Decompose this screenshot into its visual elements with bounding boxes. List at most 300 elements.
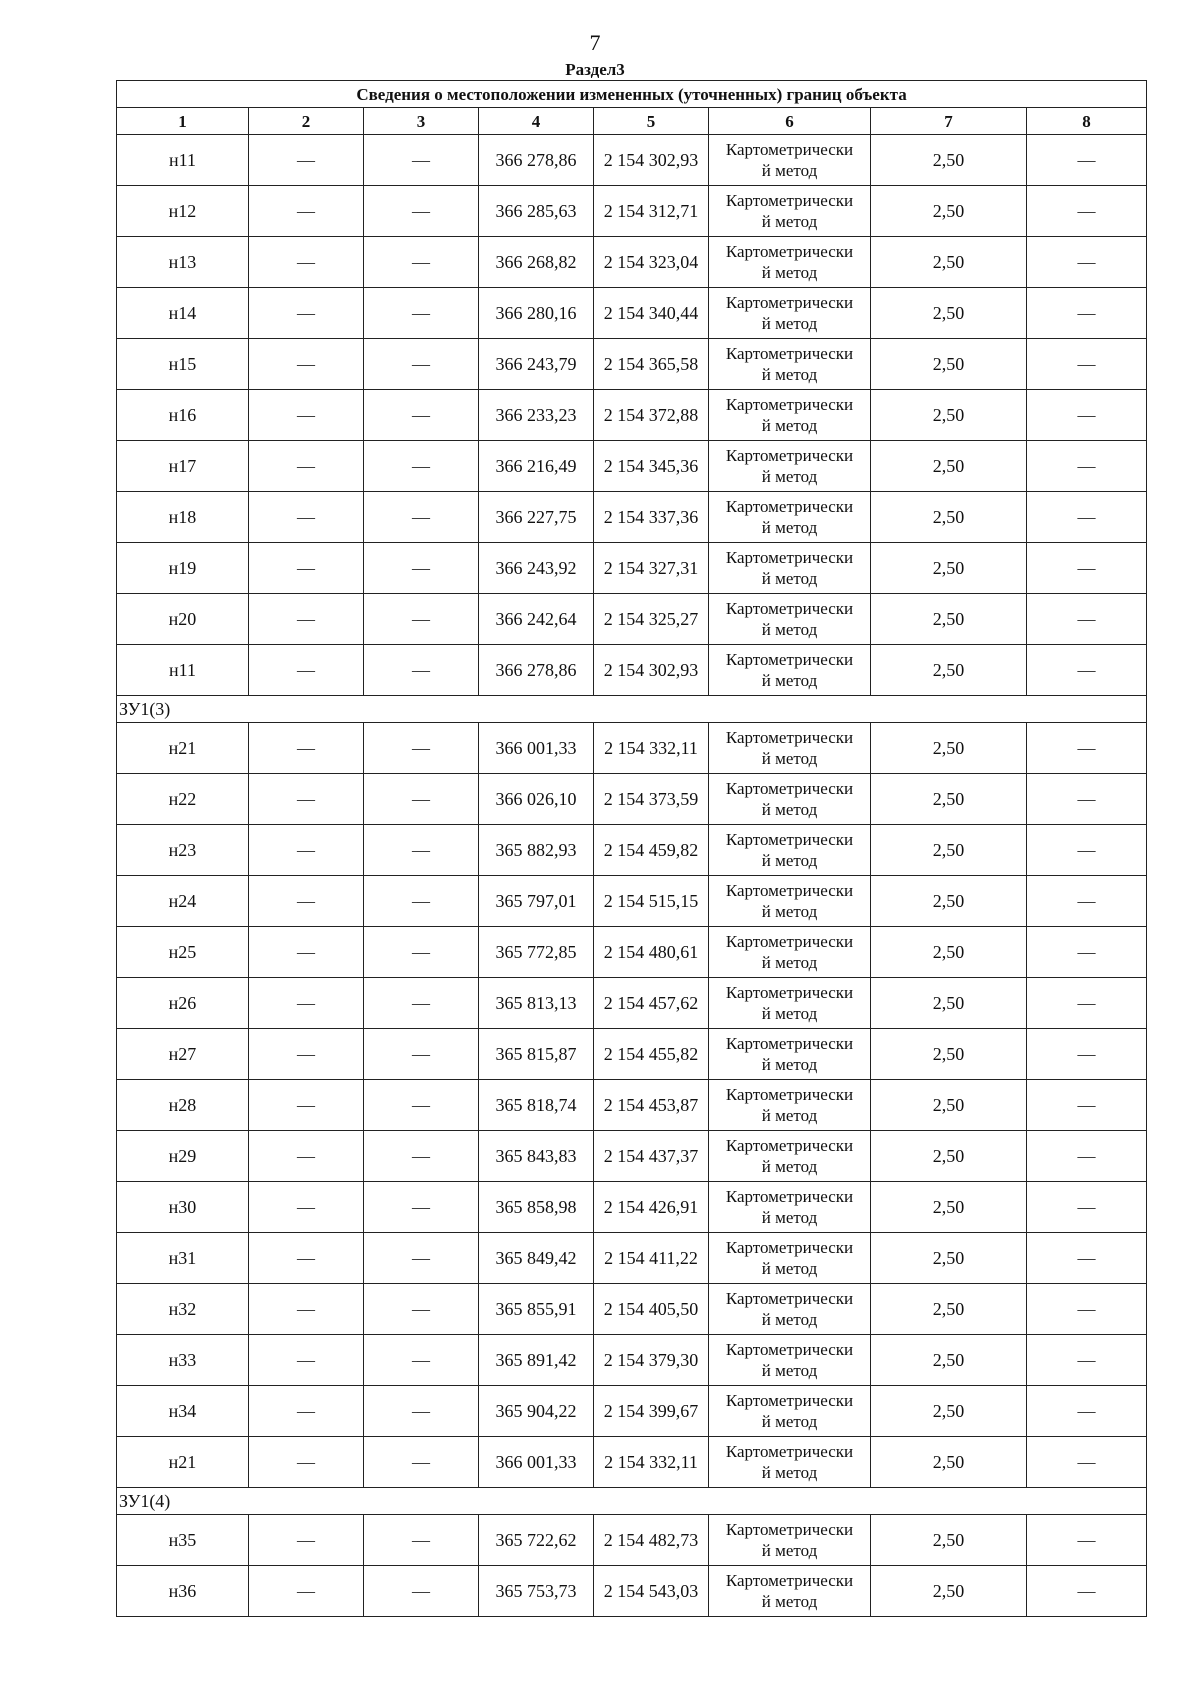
dash-cell: — — [249, 390, 364, 441]
column-number: 5 — [594, 108, 709, 135]
y-coordinate: 2 154 482,73 — [594, 1515, 709, 1566]
precision-value: 2,50 — [871, 543, 1027, 594]
dash-cell: — — [249, 288, 364, 339]
method-line-2: й метод — [761, 620, 818, 639]
method-cell — [709, 237, 871, 288]
method-line-1: Картометрически — [725, 1289, 854, 1308]
x-coordinate: 366 278,86 — [479, 645, 594, 696]
method-line-1: Картометрически — [725, 728, 854, 747]
dash-cell: — — [249, 135, 364, 186]
point-label: н25 — [117, 927, 249, 978]
dash-cell: — — [364, 645, 479, 696]
precision-value: 2,50 — [871, 723, 1027, 774]
group-label: ЗУ1(3) — [117, 696, 1147, 723]
x-coordinate: 365 843,83 — [479, 1131, 594, 1182]
method-line-2: й метод — [761, 416, 818, 435]
x-coordinate: 366 242,64 — [479, 594, 594, 645]
dash-cell: — — [249, 1386, 364, 1437]
point-label: н20 — [117, 594, 249, 645]
dash-cell: — — [249, 1335, 364, 1386]
y-coordinate: 2 154 453,87 — [594, 1080, 709, 1131]
dash-cell: — — [364, 492, 479, 543]
method-line-1: Картометрически — [725, 1034, 854, 1053]
table-row — [117, 1080, 1147, 1131]
dash-cell: — — [249, 774, 364, 825]
y-coordinate: 2 154 302,93 — [594, 645, 709, 696]
dash-cell: — — [364, 1182, 479, 1233]
x-coordinate: 366 227,75 — [479, 492, 594, 543]
table-row — [117, 390, 1147, 441]
method-cell — [709, 825, 871, 876]
method-line-2: й метод — [761, 1259, 818, 1278]
precision-value: 2,50 — [871, 441, 1027, 492]
x-coordinate: 365 849,42 — [479, 1233, 594, 1284]
column-number: 1 — [117, 108, 249, 135]
table-body — [117, 81, 1147, 1617]
method-line-1: Картометрически — [725, 1442, 854, 1461]
dash-cell: — — [364, 1515, 479, 1566]
y-coordinate: 2 154 373,59 — [594, 774, 709, 825]
precision-value: 2,50 — [871, 1437, 1027, 1488]
y-coordinate: 2 154 405,50 — [594, 1284, 709, 1335]
method-line-1: Картометрически — [725, 1238, 854, 1257]
method-line-2: й метод — [761, 1157, 818, 1176]
method-line-2: й метод — [761, 1055, 818, 1074]
dash-cell: — — [364, 237, 479, 288]
dash-cell: — — [249, 186, 364, 237]
method-cell — [709, 978, 871, 1029]
dash-cell: — — [249, 1233, 364, 1284]
precision-value: 2,50 — [871, 978, 1027, 1029]
y-coordinate: 2 154 325,27 — [594, 594, 709, 645]
x-coordinate: 366 268,82 — [479, 237, 594, 288]
method-cell — [709, 1029, 871, 1080]
precision-value: 2,50 — [871, 135, 1027, 186]
dash-cell: — — [249, 1182, 364, 1233]
x-coordinate: 366 001,33 — [479, 1437, 594, 1488]
table-row — [117, 774, 1147, 825]
point-label: н27 — [117, 1029, 249, 1080]
x-coordinate: 366 216,49 — [479, 441, 594, 492]
section-label: Раздел3 — [565, 60, 625, 79]
y-coordinate: 2 154 459,82 — [594, 825, 709, 876]
method-cell — [709, 645, 871, 696]
method-cell — [709, 492, 871, 543]
dash-cell: — — [1027, 390, 1147, 441]
table-row — [117, 723, 1147, 774]
dash-cell: — — [364, 1131, 479, 1182]
table-row — [117, 876, 1147, 927]
method-line-1: Картометрически — [725, 1391, 854, 1410]
precision-value: 2,50 — [871, 1386, 1027, 1437]
method-cell — [709, 1182, 871, 1233]
column-number: 4 — [479, 108, 594, 135]
dash-cell: — — [364, 1233, 479, 1284]
y-coordinate: 2 154 426,91 — [594, 1182, 709, 1233]
dash-cell: — — [364, 1386, 479, 1437]
dash-cell: — — [249, 1566, 364, 1617]
method-cell — [709, 1335, 871, 1386]
precision-value: 2,50 — [871, 492, 1027, 543]
method-line-1: Картометрически — [725, 830, 854, 849]
dash-cell: — — [364, 1284, 479, 1335]
dash-cell: — — [364, 594, 479, 645]
table-caption-row — [117, 81, 1147, 108]
x-coordinate: 365 858,98 — [479, 1182, 594, 1233]
precision-value: 2,50 — [871, 927, 1027, 978]
y-coordinate: 2 154 332,11 — [594, 1437, 709, 1488]
boundary-coordinates-table — [116, 80, 1147, 1617]
y-coordinate: 2 154 345,36 — [594, 441, 709, 492]
method-cell — [709, 1233, 871, 1284]
dash-cell: — — [364, 978, 479, 1029]
dash-cell: — — [1027, 774, 1147, 825]
method-line-2: й метод — [761, 212, 818, 231]
table-row — [117, 978, 1147, 1029]
method-cell — [709, 1515, 871, 1566]
table-row — [117, 1437, 1147, 1488]
dash-cell: — — [1027, 1284, 1147, 1335]
method-line-1: Картометрически — [725, 881, 854, 900]
method-cell — [709, 441, 871, 492]
point-label: н34 — [117, 1386, 249, 1437]
y-coordinate: 2 154 437,37 — [594, 1131, 709, 1182]
method-cell — [709, 927, 871, 978]
dash-cell: — — [1027, 237, 1147, 288]
point-label: н32 — [117, 1284, 249, 1335]
y-coordinate: 2 154 399,67 — [594, 1386, 709, 1437]
dash-cell: — — [249, 543, 364, 594]
precision-value: 2,50 — [871, 339, 1027, 390]
group-label: ЗУ1(4) — [117, 1488, 1147, 1515]
dash-cell: — — [1027, 876, 1147, 927]
x-coordinate: 366 285,63 — [479, 186, 594, 237]
method-cell — [709, 339, 871, 390]
dash-cell: — — [1027, 1335, 1147, 1386]
method-line-2: й метод — [761, 1592, 818, 1611]
method-line-2: й метод — [761, 671, 818, 690]
method-line-2: й метод — [761, 1412, 818, 1431]
point-label: н15 — [117, 339, 249, 390]
dash-cell: — — [1027, 594, 1147, 645]
y-coordinate: 2 154 455,82 — [594, 1029, 709, 1080]
x-coordinate: 365 815,87 — [479, 1029, 594, 1080]
method-line-2: й метод — [761, 263, 818, 282]
column-number: 7 — [871, 108, 1027, 135]
x-coordinate: 366 243,92 — [479, 543, 594, 594]
x-coordinate: 366 233,23 — [479, 390, 594, 441]
x-coordinate: 365 722,62 — [479, 1515, 594, 1566]
dash-cell: — — [249, 1029, 364, 1080]
method-line-2: й метод — [761, 902, 818, 921]
method-line-2: й метод — [761, 467, 818, 486]
dash-cell: — — [1027, 288, 1147, 339]
dash-cell: — — [1027, 1386, 1147, 1437]
method-cell — [709, 543, 871, 594]
point-label: н26 — [117, 978, 249, 1029]
method-line-1: Картометрически — [725, 293, 854, 312]
y-coordinate: 2 154 302,93 — [594, 135, 709, 186]
precision-value: 2,50 — [871, 1284, 1027, 1335]
precision-value: 2,50 — [871, 1335, 1027, 1386]
x-coordinate: 366 243,79 — [479, 339, 594, 390]
method-line-1: Картометрически — [725, 650, 854, 669]
method-line-1: Картометрически — [725, 932, 854, 951]
table-row — [117, 1386, 1147, 1437]
dash-cell: — — [1027, 927, 1147, 978]
y-coordinate: 2 154 337,36 — [594, 492, 709, 543]
dash-cell: — — [1027, 825, 1147, 876]
method-line-1: Картометрически — [725, 548, 854, 567]
method-line-2: й метод — [761, 1106, 818, 1125]
y-coordinate: 2 154 323,04 — [594, 237, 709, 288]
dash-cell: — — [249, 978, 364, 1029]
method-line-1: Картометрически — [725, 599, 854, 618]
precision-value: 2,50 — [871, 825, 1027, 876]
table-row — [117, 135, 1147, 186]
method-cell — [709, 774, 871, 825]
method-cell — [709, 1386, 871, 1437]
dash-cell: — — [364, 774, 479, 825]
dash-cell: — — [249, 927, 364, 978]
dash-cell: — — [364, 1566, 479, 1617]
dash-cell: — — [364, 186, 479, 237]
method-cell — [709, 186, 871, 237]
y-coordinate: 2 154 327,31 — [594, 543, 709, 594]
table-row — [117, 492, 1147, 543]
dash-cell: — — [249, 339, 364, 390]
x-coordinate: 365 813,13 — [479, 978, 594, 1029]
precision-value: 2,50 — [871, 876, 1027, 927]
y-coordinate: 2 154 480,61 — [594, 927, 709, 978]
dash-cell: — — [1027, 1566, 1147, 1617]
method-line-1: Картометрически — [725, 1187, 854, 1206]
method-line-2: й метод — [761, 314, 818, 333]
point-label: н14 — [117, 288, 249, 339]
dash-cell: — — [249, 645, 364, 696]
method-cell — [709, 1284, 871, 1335]
y-coordinate: 2 154 372,88 — [594, 390, 709, 441]
method-line-1: Картометрически — [725, 1085, 854, 1104]
x-coordinate: 366 026,10 — [479, 774, 594, 825]
x-coordinate: 365 891,42 — [479, 1335, 594, 1386]
y-coordinate: 2 154 411,22 — [594, 1233, 709, 1284]
method-line-1: Картометрически — [725, 191, 854, 210]
dash-cell: — — [1027, 645, 1147, 696]
precision-value: 2,50 — [871, 774, 1027, 825]
method-cell — [709, 594, 871, 645]
y-coordinate: 2 154 515,15 — [594, 876, 709, 927]
table-row — [117, 186, 1147, 237]
table-row — [117, 645, 1147, 696]
dash-cell: — — [364, 1437, 479, 1488]
table-row — [117, 339, 1147, 390]
dash-cell: — — [249, 1284, 364, 1335]
dash-cell: — — [249, 1437, 364, 1488]
dash-cell: — — [364, 288, 479, 339]
precision-value: 2,50 — [871, 1515, 1027, 1566]
method-line-2: й метод — [761, 161, 818, 180]
x-coordinate: 365 753,73 — [479, 1566, 594, 1617]
dash-cell: — — [249, 1131, 364, 1182]
method-line-1: Картометрически — [725, 1571, 854, 1590]
x-coordinate: 365 772,85 — [479, 927, 594, 978]
y-coordinate: 2 154 332,11 — [594, 723, 709, 774]
dash-cell: — — [249, 1080, 364, 1131]
precision-value: 2,50 — [871, 1029, 1027, 1080]
dash-cell: — — [249, 492, 364, 543]
dash-cell: — — [1027, 1029, 1147, 1080]
table-row — [117, 288, 1147, 339]
precision-value: 2,50 — [871, 186, 1027, 237]
method-line-2: й метод — [761, 953, 818, 972]
table-row — [117, 1566, 1147, 1617]
method-line-1: Картометрически — [725, 1136, 854, 1155]
table-row — [117, 441, 1147, 492]
method-line-1: Картометрически — [725, 344, 854, 363]
dash-cell: — — [364, 927, 479, 978]
table-row — [117, 825, 1147, 876]
method-cell — [709, 288, 871, 339]
dash-cell: — — [364, 135, 479, 186]
point-label: н33 — [117, 1335, 249, 1386]
method-line-1: Картометрически — [725, 140, 854, 159]
method-line-2: й метод — [761, 800, 818, 819]
dash-cell: — — [1027, 1080, 1147, 1131]
point-label: н22 — [117, 774, 249, 825]
precision-value: 2,50 — [871, 594, 1027, 645]
x-coordinate: 365 882,93 — [479, 825, 594, 876]
point-label: н16 — [117, 390, 249, 441]
column-number: 6 — [709, 108, 871, 135]
group-header-row — [117, 696, 1147, 723]
dash-cell: — — [1027, 543, 1147, 594]
table-row — [117, 927, 1147, 978]
y-coordinate: 2 154 312,71 — [594, 186, 709, 237]
dash-cell: — — [1027, 441, 1147, 492]
point-label: н17 — [117, 441, 249, 492]
point-label: н30 — [117, 1182, 249, 1233]
dash-cell: — — [364, 543, 479, 594]
dash-cell: — — [364, 825, 479, 876]
method-cell — [709, 135, 871, 186]
dash-cell: — — [364, 723, 479, 774]
point-label: н35 — [117, 1515, 249, 1566]
table-row — [117, 1182, 1147, 1233]
group-header-row — [117, 1488, 1147, 1515]
x-coordinate: 366 001,33 — [479, 723, 594, 774]
y-coordinate: 2 154 457,62 — [594, 978, 709, 1029]
method-line-1: Картометрически — [725, 395, 854, 414]
point-label: н24 — [117, 876, 249, 927]
point-label: н11 — [117, 645, 249, 696]
method-line-1: Картометрически — [725, 779, 854, 798]
precision-value: 2,50 — [871, 390, 1027, 441]
precision-value: 2,50 — [871, 1080, 1027, 1131]
method-cell — [709, 390, 871, 441]
point-label: н36 — [117, 1566, 249, 1617]
method-line-2: й метод — [761, 1208, 818, 1227]
column-number: 3 — [364, 108, 479, 135]
point-label: н28 — [117, 1080, 249, 1131]
method-line-2: й метод — [761, 1310, 818, 1329]
precision-value: 2,50 — [871, 288, 1027, 339]
method-line-2: й метод — [761, 1361, 818, 1380]
dash-cell: — — [249, 876, 364, 927]
y-coordinate: 2 154 543,03 — [594, 1566, 709, 1617]
dash-cell: — — [364, 339, 479, 390]
point-label: н29 — [117, 1131, 249, 1182]
method-line-2: й метод — [761, 1463, 818, 1482]
precision-value: 2,50 — [871, 1131, 1027, 1182]
point-label: н23 — [117, 825, 249, 876]
dash-cell: — — [1027, 1515, 1147, 1566]
dash-cell: — — [364, 1080, 479, 1131]
method-line-1: Картометрически — [725, 1340, 854, 1359]
dash-cell: — — [249, 594, 364, 645]
method-line-1: Картометрически — [725, 497, 854, 516]
table-row — [117, 594, 1147, 645]
method-line-1: Картометрически — [725, 1520, 854, 1539]
point-label: н11 — [117, 135, 249, 186]
page-number: 7 — [589, 30, 601, 55]
x-coordinate: 365 818,74 — [479, 1080, 594, 1131]
dash-cell: — — [249, 441, 364, 492]
y-coordinate: 2 154 379,30 — [594, 1335, 709, 1386]
table-row — [117, 237, 1147, 288]
point-label: н21 — [117, 723, 249, 774]
x-coordinate: 365 797,01 — [479, 876, 594, 927]
precision-value: 2,50 — [871, 1182, 1027, 1233]
table-row — [117, 1515, 1147, 1566]
method-cell — [709, 1437, 871, 1488]
method-line-1: Картометрически — [725, 983, 854, 1002]
table-row — [117, 1233, 1147, 1284]
method-line-2: й метод — [761, 518, 818, 537]
method-cell — [709, 723, 871, 774]
dash-cell: — — [1027, 1131, 1147, 1182]
dash-cell: — — [364, 441, 479, 492]
dash-cell: — — [364, 1335, 479, 1386]
dash-cell: — — [1027, 1182, 1147, 1233]
dash-cell: — — [364, 1029, 479, 1080]
point-label: н13 — [117, 237, 249, 288]
method-line-1: Картометрически — [725, 446, 854, 465]
x-coordinate: 366 280,16 — [479, 288, 594, 339]
method-line-2: й метод — [761, 851, 818, 870]
dash-cell: — — [1027, 1437, 1147, 1488]
point-label: н19 — [117, 543, 249, 594]
point-label: н12 — [117, 186, 249, 237]
table-row — [117, 543, 1147, 594]
method-line-2: й метод — [761, 569, 818, 588]
precision-value: 2,50 — [871, 1233, 1027, 1284]
point-label: н21 — [117, 1437, 249, 1488]
column-number: 8 — [1027, 108, 1147, 135]
precision-value: 2,50 — [871, 237, 1027, 288]
dash-cell: — — [1027, 723, 1147, 774]
method-line-2: й метод — [761, 1541, 818, 1560]
method-cell — [709, 1131, 871, 1182]
table-row — [117, 1284, 1147, 1335]
dash-cell: — — [1027, 186, 1147, 237]
method-cell — [709, 876, 871, 927]
x-coordinate: 365 855,91 — [479, 1284, 594, 1335]
method-line-2: й метод — [761, 1004, 818, 1023]
method-cell — [709, 1566, 871, 1617]
dash-cell: — — [249, 1515, 364, 1566]
dash-cell: — — [1027, 978, 1147, 1029]
